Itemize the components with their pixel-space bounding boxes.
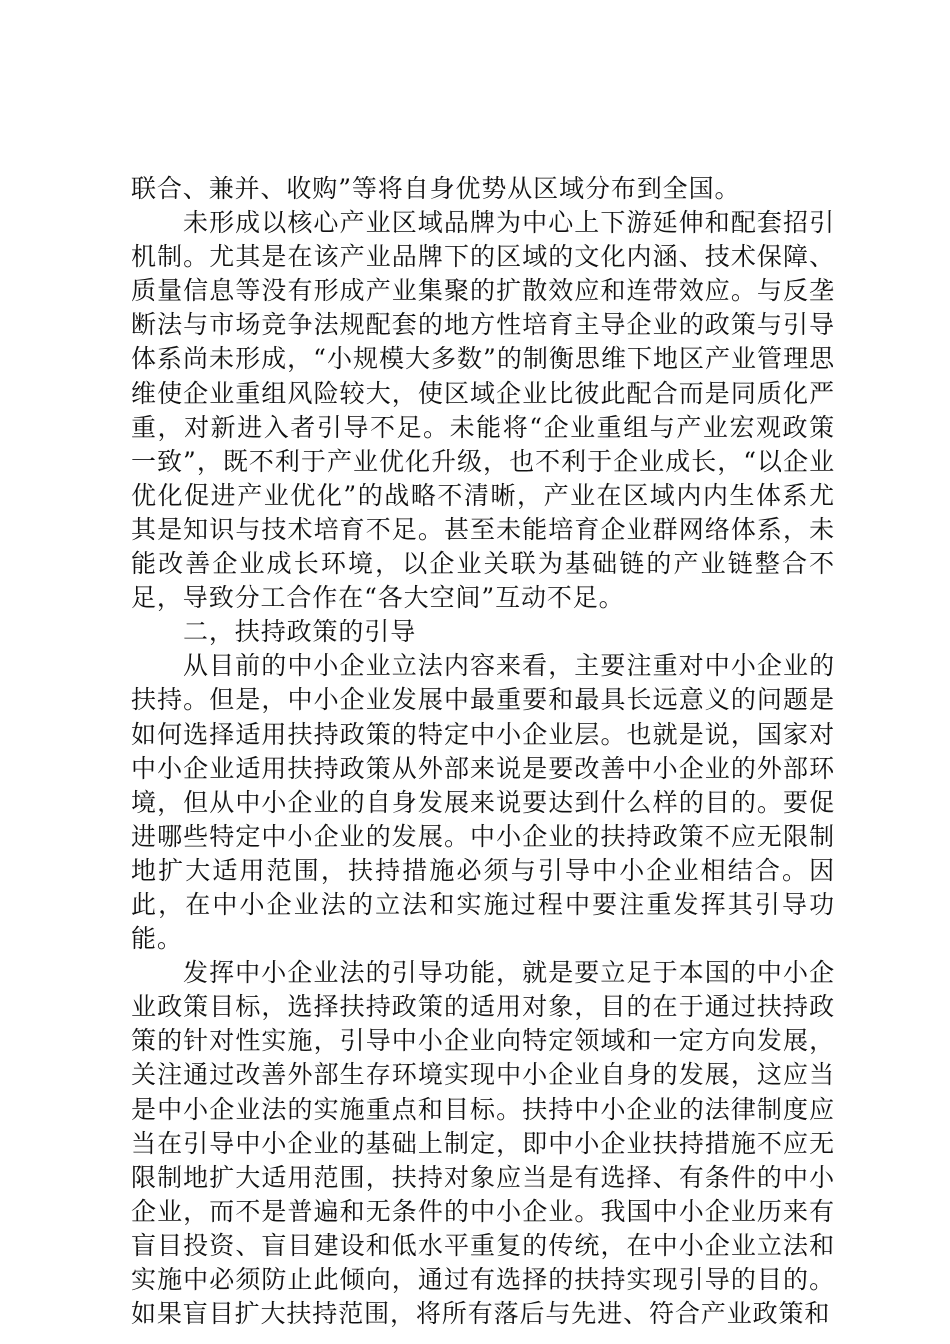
paragraph-guidance-function: 发挥中小企业法的引导功能，就是要立足于本国的中小企业政策目标，选择扶持政策的适用对象，目的在于通过扶持政策的针对性实施，引导中小企业向特定领域和一定方向发展，关注通过改善外部生存环境实现中小企业自身的发展，这应当是中小企业法的实施重点和目标。扶持中小企业的法律制度应当在引导中小企业的基础上制定，即中小企业扶持措施不应无限制地扩大适用范围，扶持对象应当是有选择、有条件的中小企业，而不是普遍和无条件的中小企业。我国中小企业历来有盲目投资、盲目建设和低水平重复的传统，在中小企业立法和实施中必须防止此倾向，通过有选择的扶持实现引导的目的。如果盲目扩大扶持范围，将所有落后与先进、符合产业政策和 — [131, 958, 835, 1329]
paragraph-continuation: 联合、兼并、收购”等将自身优势从区域分布到全国。 — [131, 174, 741, 203]
section-heading: 二，扶持政策的引导 — [183, 617, 417, 647]
paragraph-industry-brand: 未形成以核心产业区域品牌为中心上下游延伸和配套招引机制。尤其是在该产业品牌下的区域的文化内涵、技术保障、质量信息等没有形成产业集聚的扩散效应和连带效应。与反垄断法与市场竞争法规配套的地方性培育主导企业的政策与引导体系尚未形成，“小规模大多数”的制衡思维下地区产业管理思维使企业重组风险较大，使区域企业比彼此配合而是同质化严重，对新进入者引导不足。未能将“企业重组与产业宏观政策一致”，既不利于产业优化升级，也不利于企业成长，“以企业优化促进产业优化”的战略不清晰，产业在区域内内生体系尤其是知识与技术培育不足。甚至未能培育企业群网络体系，未能改善企业成长环境，以企业关联为基础链的产业链整合不足，导致分工合作在“各大空间”互动不足。 — [131, 208, 835, 613]
paragraph-support-policy: 从目前的中小企业立法内容来看，主要注重对中小企业的扶持。但是，中小企业发展中最重要和最具长远意义的问题是如何选择适用扶持政策的特定中小企业层。也就是说，国家对中小企业适用扶持政策从外部来说是要改善中小企业的外部环境，但从中小企业的自身发展来说要达到什么样的目的。要促进哪些特定中小企业的发展。中小企业的扶持政策不应无限制地扩大适用范围，扶持措施必须与引导中小企业相结合。因此，在中小企业法的立法和实施过程中要注重发挥其引导功能。 — [131, 651, 835, 954]
body-text — [131, 172, 835, 1331]
